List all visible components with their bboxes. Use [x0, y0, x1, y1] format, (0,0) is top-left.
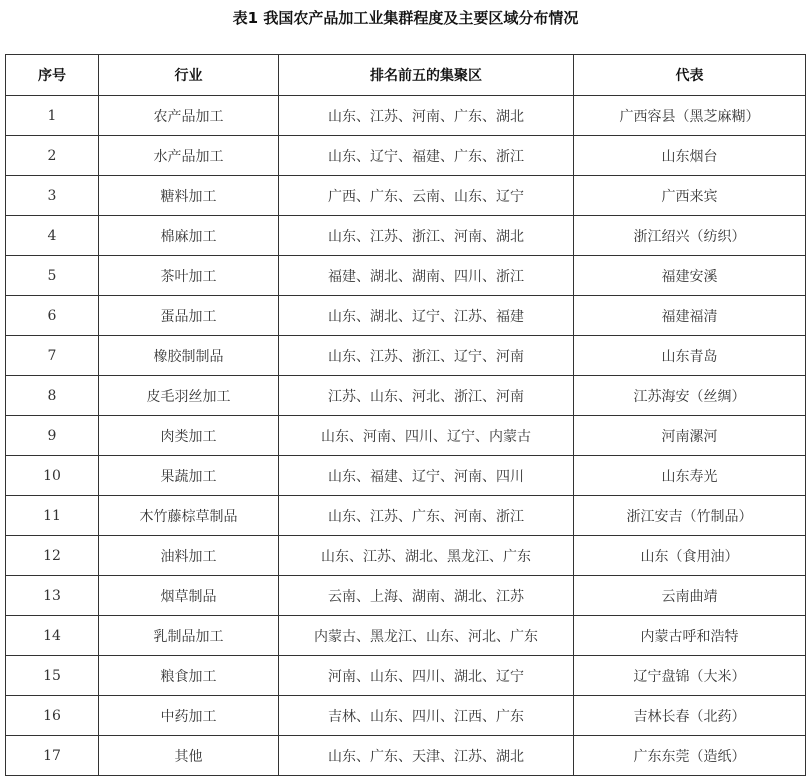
- table-row: [6, 456, 806, 496]
- cell-industry: 农产品加工: [99, 96, 279, 136]
- cell-representative: 浙江绍兴（纺织）: [574, 216, 806, 256]
- cell-representative: 辽宁盘锦（大米）: [574, 656, 806, 696]
- cell-serial: 5: [6, 256, 99, 296]
- cell-representative: 福建安溪: [574, 256, 806, 296]
- cell-representative: 浙江安吉（竹制品）: [574, 496, 806, 536]
- cell-representative: 内蒙古呼和浩特: [574, 616, 806, 656]
- cell-serial: 8: [6, 376, 99, 416]
- table-row: [6, 496, 806, 536]
- cell-industry: 乳制品加工: [99, 616, 279, 656]
- cell-regions: 河南、山东、四川、湖北、辽宁: [279, 656, 574, 696]
- cell-industry: 蛋品加工: [99, 296, 279, 336]
- cell-representative: 吉林长春（北药）: [574, 696, 806, 736]
- cell-industry: 棉麻加工: [99, 216, 279, 256]
- table-body: [6, 96, 806, 776]
- header-industry: 行业: [99, 55, 279, 96]
- cell-serial: 16: [6, 696, 99, 736]
- header-serial: 序号: [6, 55, 99, 96]
- table-row: [6, 656, 806, 696]
- cell-regions: 山东、河南、四川、辽宁、内蒙古: [279, 416, 574, 456]
- table-row: [6, 176, 806, 216]
- cell-industry: 皮毛羽丝加工: [99, 376, 279, 416]
- table-row: [6, 736, 806, 776]
- cell-representative: 山东（食用油）: [574, 536, 806, 576]
- header-representative: 代表: [574, 55, 806, 96]
- cell-regions: 内蒙古、黑龙江、山东、河北、广东: [279, 616, 574, 656]
- cell-regions: 广西、广东、云南、山东、辽宁: [279, 176, 574, 216]
- table-row: [6, 616, 806, 656]
- cell-serial: 14: [6, 616, 99, 656]
- cell-serial: 1: [6, 96, 99, 136]
- header-row: [6, 55, 806, 96]
- cell-serial: 15: [6, 656, 99, 696]
- cell-industry: 木竹藤棕草制品: [99, 496, 279, 536]
- cell-serial: 2: [6, 136, 99, 176]
- cell-industry: 油料加工: [99, 536, 279, 576]
- cell-serial: 12: [6, 536, 99, 576]
- table-row: [6, 376, 806, 416]
- table-row: [6, 336, 806, 376]
- cell-industry: 肉类加工: [99, 416, 279, 456]
- cell-regions: 山东、福建、辽宁、河南、四川: [279, 456, 574, 496]
- cell-industry: 粮食加工: [99, 656, 279, 696]
- cell-regions: 山东、辽宁、福建、广东、浙江: [279, 136, 574, 176]
- cell-industry: 茶叶加工: [99, 256, 279, 296]
- cell-representative: 山东烟台: [574, 136, 806, 176]
- cell-representative: 广西来宾: [574, 176, 806, 216]
- header-top-five-regions: 排名前五的集聚区: [279, 55, 574, 96]
- cell-regions: 山东、江苏、河南、广东、湖北: [279, 96, 574, 136]
- cell-serial: 11: [6, 496, 99, 536]
- industry-cluster-table: [5, 54, 806, 776]
- cell-representative: 河南漯河: [574, 416, 806, 456]
- table-row: [6, 256, 806, 296]
- cell-representative: 山东青岛: [574, 336, 806, 376]
- cell-representative: 广东东莞（造纸）: [574, 736, 806, 776]
- cell-industry: 果蔬加工: [99, 456, 279, 496]
- cell-serial: 10: [6, 456, 99, 496]
- table-row: [6, 696, 806, 736]
- cell-regions: 云南、上海、湖南、湖北、江苏: [279, 576, 574, 616]
- cell-regions: 吉林、山东、四川、江西、广东: [279, 696, 574, 736]
- cell-representative: 江苏海安（丝绸）: [574, 376, 806, 416]
- cell-industry: 橡胶制制品: [99, 336, 279, 376]
- cell-representative: 广西容县（黑芝麻糊）: [574, 96, 806, 136]
- cell-serial: 6: [6, 296, 99, 336]
- table-row: [6, 296, 806, 336]
- cell-industry: 水产品加工: [99, 136, 279, 176]
- table-row: [6, 576, 806, 616]
- cell-representative: 云南曲靖: [574, 576, 806, 616]
- cell-regions: 山东、江苏、广东、河南、浙江: [279, 496, 574, 536]
- cell-industry: 其他: [99, 736, 279, 776]
- cell-regions: 山东、江苏、浙江、河南、湖北: [279, 216, 574, 256]
- cell-regions: 江苏、山东、河北、浙江、河南: [279, 376, 574, 416]
- table-row: [6, 536, 806, 576]
- cell-representative: 山东寿光: [574, 456, 806, 496]
- cell-serial: 7: [6, 336, 99, 376]
- cell-regions: 山东、江苏、湖北、黑龙江、广东: [279, 536, 574, 576]
- cell-industry: 烟草制品: [99, 576, 279, 616]
- cell-serial: 3: [6, 176, 99, 216]
- table-row: [6, 136, 806, 176]
- table-title: 表1 我国农产品加工业集群程度及主要区域分布情况: [232, 9, 579, 27]
- cell-industry: 中药加工: [99, 696, 279, 736]
- cell-regions: 山东、湖北、辽宁、江苏、福建: [279, 296, 574, 336]
- table-row: [6, 416, 806, 456]
- cell-serial: 9: [6, 416, 99, 456]
- cell-representative: 福建福清: [574, 296, 806, 336]
- cell-serial: 4: [6, 216, 99, 256]
- cell-serial: 13: [6, 576, 99, 616]
- table-row: [6, 216, 806, 256]
- table-row: [6, 96, 806, 136]
- cell-industry: 糖料加工: [99, 176, 279, 216]
- cell-regions: 山东、广东、天津、江苏、湖北: [279, 736, 574, 776]
- cell-regions: 山东、江苏、浙江、辽宁、河南: [279, 336, 574, 376]
- cell-regions: 福建、湖北、湖南、四川、浙江: [279, 256, 574, 296]
- cell-serial: 17: [6, 736, 99, 776]
